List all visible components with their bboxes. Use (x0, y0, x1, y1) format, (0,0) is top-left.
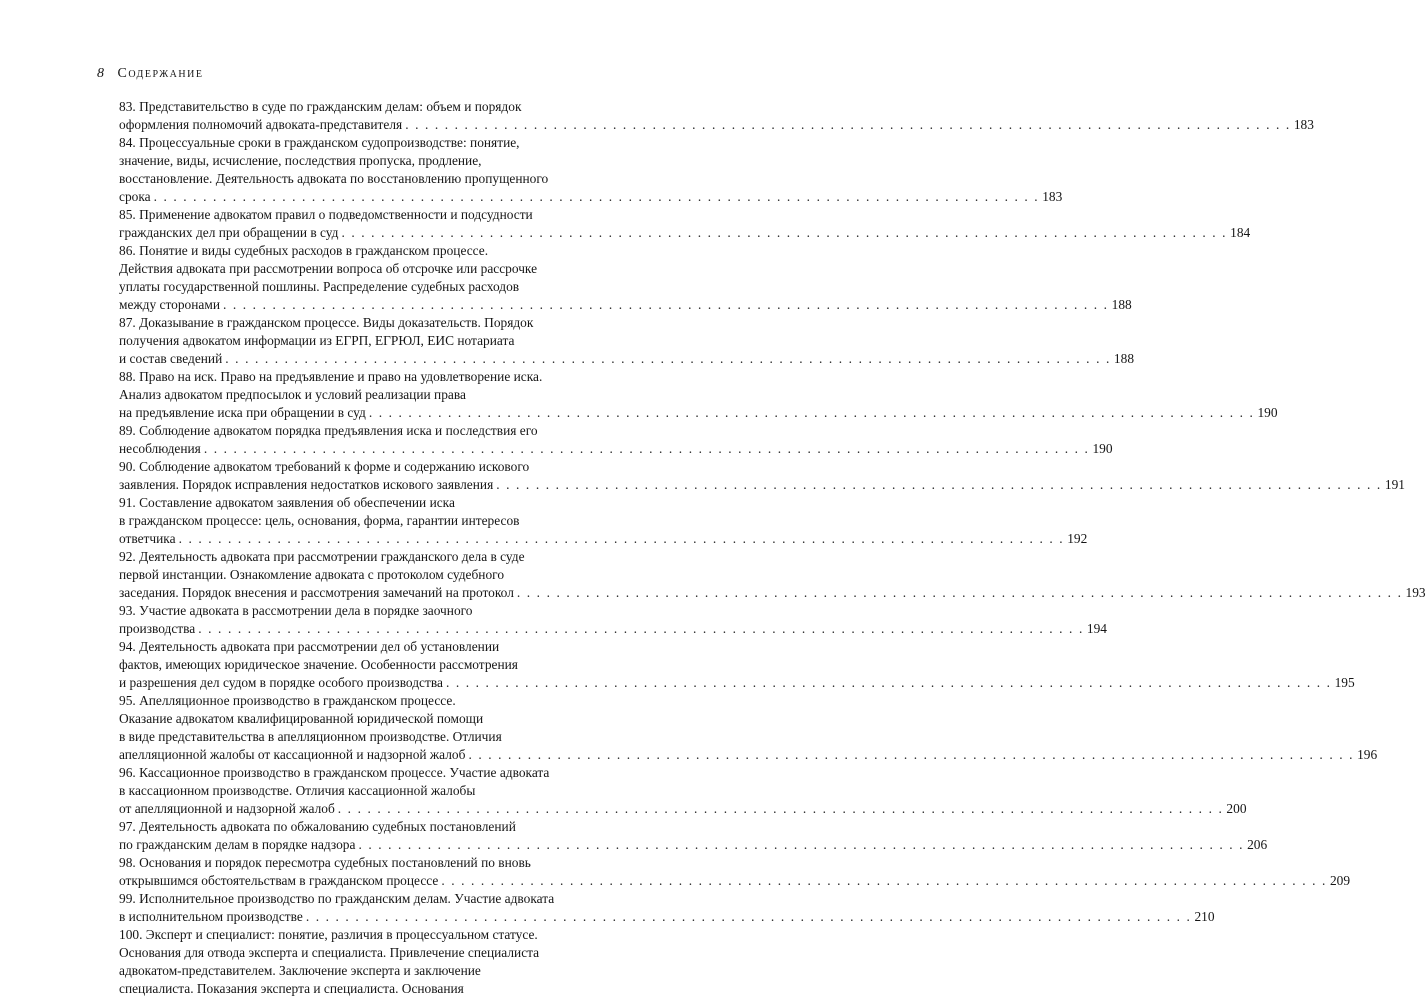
toc-entry-text: 86. Понятие и виды судебных расходов в гражданском процессе. (119, 243, 489, 258)
toc-entry-last-line (119, 350, 1135, 368)
toc-entry-text: Действия адвоката при рассмотрении вопроса об отсрочке или рассрочке (119, 261, 538, 276)
toc-entry-text: апелляционной жалобы от кассационной и надзорной жалоб (119, 747, 466, 762)
toc-entry[interactable] (119, 854, 1351, 890)
toc-entry-last-line (119, 530, 1088, 548)
toc-entry-last-line (119, 188, 1063, 206)
toc-page-number: 184 (1230, 225, 1251, 240)
toc-entry[interactable] (119, 890, 1215, 926)
toc-page-number: 183 (1293, 117, 1314, 132)
toc-entry-text: восстановление. Деятельность адвоката по восстановлению пропущенного (119, 171, 549, 186)
toc-entry-text: открывшимся обстоятельствам в гражданском процессе (119, 873, 439, 888)
toc-entry-last-line (119, 800, 1247, 818)
toc-entry-text: 83. Представительство в суде по гражданским делам: объем и порядок (119, 99, 522, 114)
toc-entry[interactable] (119, 548, 1426, 602)
toc-entry-text: 99. Исполнительное производство по гражданским делам. Участие адвоката (119, 891, 555, 906)
toc-entry-text: 92. Деятельность адвоката при рассмотрении гражданского дела в суде (119, 549, 525, 564)
dot-leader: . . . . . . . . . . . . . . . . . . . . . . . . . . . . . . . . . . . . . . . . . . . . . . . . . . . . . . . . . . . . . . . . . . . . . . . . . . . . . . . . . . . . . . . . . . (153, 189, 1040, 204)
toc-page-number: 200 (1226, 801, 1247, 816)
toc-entry[interactable] (119, 458, 1405, 494)
dot-leader: . . . . . . . . . . . . . . . . . . . . . . . . . . . . . . . . . . . . . . . . . . . . . . . . . . . . . . . . . . . . . . . . . . . . . . . . . . . . . . . . . . . . . . . . . . (496, 477, 1382, 492)
toc-entry-text: 100. Эксперт и специалист: понятие, различия в процессуальном статусе. (119, 927, 538, 942)
toc-entry[interactable] (119, 692, 1378, 764)
toc-entry-text: по гражданским делам в порядке надзора (119, 837, 356, 852)
toc-entry-text: 95. Апелляционное производство в гражданском процессе. (119, 693, 456, 708)
toc-entry-text: оформления полномочий адвоката-представителя (119, 117, 403, 132)
toc-page-number: 188 (1113, 351, 1135, 366)
toc-entry-text: несоблюдения (119, 441, 201, 456)
dot-leader: . . . . . . . . . . . . . . . . . . . . . . . . . . . . . . . . . . . . . . . . . . . . . . . . . . . . . . . . . . . . . . . . . . . . . . . . . . . . . . . . . . . . . . . . . . (445, 675, 1332, 690)
toc-entry-text: в кассационном производстве. Отличия кассационной жалобы (119, 783, 476, 798)
toc-entry-text: 98. Основания и порядок пересмотра судебных постановлений по вновь (119, 855, 531, 870)
dot-leader: . . . . . . . . . . . . . . . . . . . . . . . . . . . . . . . . . . . . . . . . . . . . . . . . . . . . . . . . . . . . . . . . . . . . . . . . . . . . . . . . . . . . . . . . . . (337, 801, 1224, 816)
toc-entry-text: в исполнительном производстве (119, 909, 303, 924)
toc-entry-last-line (119, 674, 1355, 692)
toc-page-number: 190 (1257, 405, 1278, 420)
page-number: 8 (97, 66, 104, 81)
toc-entry-text: ответчика (119, 531, 176, 546)
toc-entry-text: на предъявление иска при обращении в суд (119, 405, 366, 420)
dot-leader: . . . . . . . . . . . . . . . . . . . . . . . . . . . . . . . . . . . . . . . . . . . . . . . . . . . . . . . . . . . . . . . . . . . . . . . . . . . . . . . . . . . . . . . . . . (305, 909, 1192, 924)
toc-entry[interactable] (119, 242, 1132, 314)
toc-entry-text: 87. Доказывание в гражданском процессе. Виды доказательств. Порядок (119, 315, 534, 330)
toc-entry-text: Основания для отвода эксперта и специалиста. Привлечение специалиста (119, 945, 540, 960)
toc-entry-text: 88. Право на иск. Право на предъявление и право на удовлетворение иска. (119, 369, 543, 384)
toc-entry-text: заседания. Порядок внесения и рассмотрения замечаний на протокол (119, 585, 514, 600)
toc-entry-last-line (119, 476, 1405, 494)
dot-leader: . . . . . . . . . . . . . . . . . . . . . . . . . . . . . . . . . . . . . . . . . . . . . . . . . . . . . . . . . . . . . . . . . . . . . . . . . . . . . . . . . . . . . . . . . . (341, 225, 1228, 240)
toc-page-number: 183 (1042, 189, 1063, 204)
toc-entry[interactable] (119, 206, 1251, 242)
toc-entry-text: первой инстанции. Ознакомление адвоката с протоколом судебного (119, 567, 505, 582)
toc-entry[interactable] (119, 764, 1247, 818)
toc-entry-text: срока (119, 189, 151, 204)
toc-entry-last-line (119, 836, 1268, 854)
toc-entry-last-line (119, 620, 1107, 638)
toc-entry-text: между сторонами (119, 297, 220, 312)
dot-leader: . . . . . . . . . . . . . . . . . . . . . . . . . . . . . . . . . . . . . . . . . . . . . . . . . . . . . . . . . . . . . . . . . . . . . . . . . . . . . . . . . . . . . . . . . . (198, 621, 1084, 636)
toc-entry-last-line (119, 296, 1132, 314)
toc-entry-last-line (119, 872, 1351, 890)
running-head (97, 64, 203, 84)
dot-leader: . . . . . . . . . . . . . . . . . . . . . . . . . . . . . . . . . . . . . . . . . . . . . . . . . . . . . . . . . . . . . . . . . . . . . . . . . . . . . . . . . . . . . . . . . . (222, 297, 1109, 312)
toc-entry-text: 97. Деятельность адвоката по обжалованию судебных постановлений (119, 819, 516, 834)
toc-page-number: 209 (1329, 873, 1351, 888)
toc-entry-text: от апелляционной и надзорной жалоб (119, 801, 335, 816)
toc-entry[interactable] (119, 314, 1135, 368)
toc-entry-last-line (119, 404, 1278, 422)
dot-leader: . . . . . . . . . . . . . . . . . . . . . . . . . . . . . . . . . . . . . . . . . . . . . . . . . . . . . . . . . . . . . . . . . . . . . . . . . . . . . . . . . . . . . . . . . . (368, 405, 1255, 420)
toc-entry[interactable] (119, 368, 1278, 422)
dot-leader: . . . . . . . . . . . . . . . . . . . . . . . . . . . . . . . . . . . . . . . . . . . . . . . . . . . . . . . . . . . . . . . . . . . . . . . . . . . . . . . . . . . . . . . . . . (516, 585, 1403, 600)
toc-page-number: 192 (1067, 531, 1088, 546)
toc-entry-text: и состав сведений (119, 351, 223, 366)
toc-entry[interactable] (119, 638, 1355, 692)
toc-entry-text: в виде представительства в апелляционном производстве. Отличия (119, 729, 502, 744)
dot-leader: . . . . . . . . . . . . . . . . . . . . . . . . . . . . . . . . . . . . . . . . . . . . . . . . . . . . . . . . . . . . . . . . . . . . . . . . . . . . . . . . . . . . . . . . . . (178, 531, 1065, 546)
toc-entry-text: 85. Применение адвокатом правил о подведомственности и подсудности (119, 207, 533, 222)
toc-entry-text: гражданских дел при обращении в суд (119, 225, 339, 240)
toc-page-number: 188 (1111, 297, 1132, 312)
toc-page-number: 196 (1357, 747, 1378, 762)
toc-entry-text: производства (119, 621, 196, 636)
toc-entry[interactable] (119, 818, 1268, 854)
toc-entry-text: фактов, имеющих юридическое значение. Особенности рассмотрения (119, 657, 518, 672)
dot-leader: . . . . . . . . . . . . . . . . . . . . . . . . . . . . . . . . . . . . . . . . . . . . . . . . . . . . . . . . . . . . . . . . . . . . . . . . . . . . . . . . . . . . . . . . . . (468, 747, 1355, 762)
dot-leader: . . . . . . . . . . . . . . . . . . . . . . . . . . . . . . . . . . . . . . . . . . . . . . . . . . . . . . . . . . . . . . . . . . . . . . . . . . . . . . . . . . . . . . . . . . (358, 837, 1245, 852)
toc-page-number: 210 (1194, 909, 1215, 924)
dot-leader: . . . . . . . . . . . . . . . . . . . . . . . . . . . . . . . . . . . . . . . . . . . . . . . . . . . . . . . . . . . . . . . . . . . . . . . . . . . . . . . . . . . . . . . . . . (441, 873, 1327, 888)
toc-entry-text: Анализ адвокатом предпосылок и условий реализации права (119, 387, 466, 402)
toc-entry-last-line (119, 908, 1215, 926)
toc-entry-text: специалиста. Показания эксперта и специалиста. Основания (119, 981, 464, 996)
toc-entry-last-line (119, 224, 1251, 242)
toc-page-number: 193 (1405, 585, 1426, 600)
toc-entry-text: 94. Деятельность адвоката при рассмотрении дел об установлении (119, 639, 500, 654)
toc-entry-text: заявления. Порядок исправления недостатков искового заявления (119, 477, 494, 492)
toc-entry-text: уплаты государственной пошлины. Распределение судебных расходов (119, 279, 520, 294)
toc-entry[interactable] (119, 134, 1063, 206)
toc-entry-text: получения адвокатом информации из ЕГРП, ЕГРЮЛ, ЕИС нотариата (119, 333, 515, 348)
toc-entry-text: и разрешения дел судом в порядке особого производства (119, 675, 443, 690)
toc-entry[interactable] (119, 926, 589, 998)
dot-leader: . . . . . . . . . . . . . . . . . . . . . . . . . . . . . . . . . . . . . . . . . . . . . . . . . . . . . . . . . . . . . . . . . . . . . . . . . . . . . . . . . . . . . . . . . . (405, 117, 1291, 132)
toc-entry-text: 90. Соблюдение адвокатом требований к форме и содержанию искового (119, 459, 530, 474)
toc-entry-text: 89. Соблюдение адвокатом порядка предъявления иска и последствия его (119, 423, 538, 438)
toc-entry-last-line (119, 440, 1113, 458)
toc-entry-text: в гражданском процессе: цель, основания, форма, гарантии интересов (119, 513, 520, 528)
toc-page-number: 190 (1092, 441, 1113, 456)
toc-entry-text: адвокатом-представителем. Заключение эксперта и заключение (119, 963, 481, 978)
toc-page-number: 206 (1247, 837, 1268, 852)
toc-entry[interactable] (119, 494, 1088, 548)
toc-entry-text: 84. Процессуальные сроки в гражданском судопроизводстве: понятие, (119, 135, 520, 150)
toc-entry-text: 93. Участие адвоката в рассмотрении дела в порядке заочного (119, 603, 473, 618)
toc-entry-text: значение, виды, исчисление, последствия пропуска, продление, (119, 153, 482, 168)
toc-page-number: 195 (1334, 675, 1355, 690)
toc-entry-text: 91. Составление адвокатом заявления об обеспечении иска (119, 495, 455, 510)
toc-entry[interactable] (119, 98, 1314, 134)
dot-leader: . . . . . . . . . . . . . . . . . . . . . . . . . . . . . . . . . . . . . . . . . . . . . . . . . . . . . . . . . . . . . . . . . . . . . . . . . . . . . . . . . . . . . . . . . . (203, 441, 1090, 456)
toc-entry-text: 96. Кассационное производство в гражданском процессе. Участие адвоката (119, 765, 550, 780)
toc-entry-last-line (119, 116, 1314, 134)
toc-entry-text: Оказание адвокатом квалифицированной юридической помощи (119, 711, 484, 726)
dot-leader: . . . . . . . . . . . . . . . . . . . . . . . . . . . . . . . . . . . . . . . . . . . . . . . . . . . . . . . . . . . . . . . . . . . . . . . . . . . . . . . . . . . . . . . . . . (225, 351, 1111, 366)
section-title: Содержание (117, 66, 204, 81)
toc-entry[interactable] (119, 422, 1113, 458)
toc-page-number: 191 (1384, 477, 1405, 492)
toc-entry-last-line (119, 746, 1378, 764)
toc-entry[interactable] (119, 602, 1107, 638)
table-of-contents (119, 98, 1426, 998)
toc-page-number: 194 (1086, 621, 1107, 636)
toc-entry-last-line (119, 584, 1426, 602)
